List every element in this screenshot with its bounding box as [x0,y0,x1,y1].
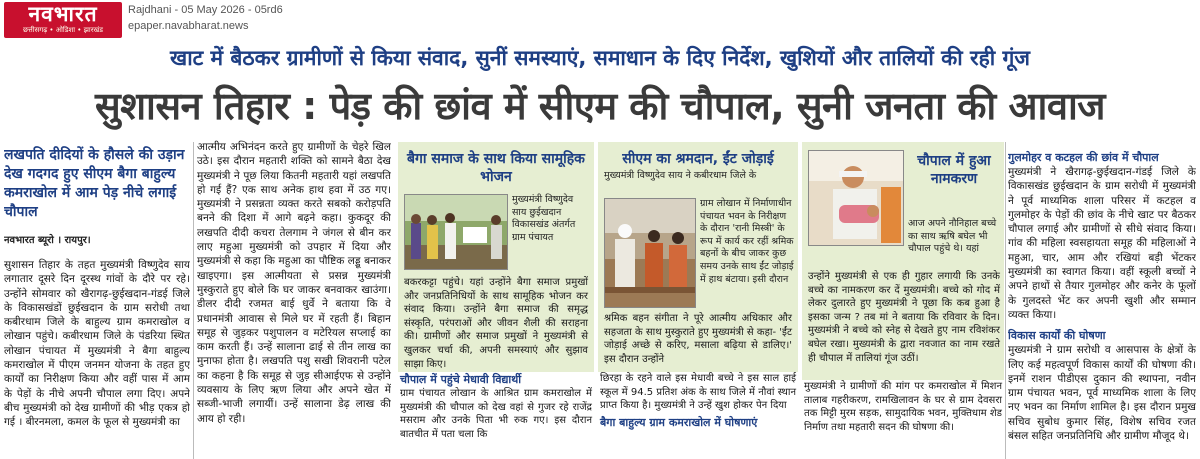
box-title: सीएम का श्रमदान, ईंट जोड़ाई [622,151,774,167]
box-title: बैगा समाज के साथ किया सामूहिक भोजन [407,151,585,185]
photo-caption: आज अपने नौनिहाल बच्चे का साथ ऋषि बघेल भी चौपाल पहुंचे थे। यहां [908,218,997,255]
box-body: श्रमिक बहन संगीता ने पूरे आत्मीय अधिकार और सहजता के साथ मुस्कुराते हुए मुख्यमंत्री से कहा- 'ईंट जोड़ाई अच्छे से करिए, मसाला बढ़िया से डालिए।' इस दौरान उन्होंने [604,313,792,365]
section-body-gulmohar: मुख्यमंत्री ने खैरागढ़-छुईखदान-गंडई जिले के विकासखंड छुईखदान के ग्राम सरोधी में मुख्यमंत्री ने पूर्व माध्यमिक शाला परिसर में कटहल व गुलमोहर के पेड़ों की छांव के नीचे खाट पर बैठकर चौपाल लगाई और ग्रामीणों से सीधे संवाद किया। गांव की महिला स्वसहायता समूह की महिलाओं ने महुआ, चार, आम और रखियां बड़ी भेंटकर मुख्यमंत्री का स्वागत किया। वहीं स्कूली बच्चों ने अपने हाथों से तैयार गुलमोहर और कनेर के फूलों के गुलदस्ते भेंट कर अपनी खुशी और सम्मान व्यक्त किया। [1008,166,1196,321]
lead-story-column [4,140,190,459]
box-body: उन्होंने मुख्यमंत्री से एक ही गुहार लगायी कि उनके बच्चे का नामकरण कर दें मुख्यमंत्री। बच्चे को गोद में लेकर दुलारते हुए मुख्यमंत्री ने पूछा कि कब हुआ है इसका जन्म ? तब मां ने बताया कि रविवार के दिन। मुख्यमंत्री ने बच्चे को स्नेह से देखते हुए नाम रविशंकर बघेल रखा। मुख्यमंत्री के द्वारा नवजात का नाम रखते ही चौपाल में तालियां गूंज उठीं। [808,271,1000,364]
section-subhead-announcements: विकास कार्यों की घोषणा [1008,329,1106,343]
photo-cm-holding-baby [808,150,904,246]
strip-body: मुख्यमंत्री ने ग्रामीणों की मांग पर कमराखोल में मिशन तालाब गहरीकरण, रामखिलावन के घर से ग्राम देवसरा तक मिट्टी मुरम सड़क, सामुदायिक भवन, मुक्तिधाम शेड निर्माण तथा महतारी सदन की घोषणा की। [804,381,1002,433]
section-subhead-gulmohar: गुलमोहर व कटहल की छांव में चौपाल [1008,151,1159,164]
bottom-strip-announcements [802,380,1004,459]
box-intro: मुख्यमंत्री विष्णुदेव साय ने कबीरधाम जिले के [604,170,757,181]
box-body: बकरकट्टा पहुंचे। यहां उन्होंने बैगा समाज प्रमुखों और जनप्रतिनिधियों के साथ सामूहिक भोजन कर संवाद किया। उन्होंने बैगा समाज की समृद्ध संस्कृति, परंपराओं और जीवन शैली की सराहना की। ग्रामीणों और समाज प्रमुखों ने मुख्यमंत्री से खुलकर चर्चा की, अपनी समस्याएं और सुझाव साझा किए। [404,277,588,370]
lead-story-subhead: लखपति दीदियों के हौसले की उड़ान देख गदगद हुए सीएम बैगा बाहुल्य कमराखोल में आम पेड़ नीचे लगाई चौपाल [4,147,185,220]
bottom-strip-continuation [598,372,798,459]
logo-text: नवभारत [28,2,98,26]
photo-caption: ग्राम लोखान में निर्माणाधीन पंचायत भवन के निरीक्षण के दौरान 'रानी मिस्त्री' के रूप में कार्य कर रहीं श्रमिक बहनों के बीच जाकर कुछ समय उनके साथ ईंट जोड़ाई में हाथ बंटाया। इसी दौरान [700,198,794,285]
byline: नवभारत ब्यूरो । रायपुर। [4,235,91,246]
strip-headline: चौपाल में पहुंचे मेधावी विद्यार्थी [400,373,522,386]
newspaper-logo[interactable] [4,2,122,38]
column-divider [1005,142,1006,459]
box-title: चौपाल में हुआ नामकरण [917,153,991,187]
main-headline: सुशासन तिहार : पेड़ की छांव में सीएम की चौपाल, सुनी जनता की आवाज [95,84,1105,128]
strip-headline: बैगा बाहुल्य ग्राम कमराखोल में घोषणाएं [600,415,758,429]
logo-tagline: छत्तीसगढ़ • ओडिशा • झारखंड [22,26,104,34]
story-continuation-column [197,140,391,459]
story-sarodhi-column [1008,140,1196,459]
story-continuation-body: आत्मीय अभिनंदन करते हुए ग्रामीणों के चेहरे खिल उठे। इस दौरान महतारी शक्ति को सामने बैठा देख मुख्यमंत्री ने पूछ लिया कितनी महतारी यहां लखपति हो गई हैं? एक साथ अनेक हाथ हवा में उठ गए। मुख्यमंत्री ने प्रसन्नता व्यक्त करते सबको करोड़पति बनने की दिशा में आगे बढ़ने कहा। कुकदूर की लखपति दीदी कचरा तेलगाम ने जंगल से बीन कर लाए महुआ मुख्यमंत्री को उपहार में दिया और मुख्यमंत्री से कहा कि महुआ का पौष्टिक लड्डू बनाकर खाइएगा। इस आत्मीयता से प्रसन्न मुख्यमंत्री मुस्कुराते हुए बोले कि घर जाकर बनवाकर खाउंगा। डीलर दीदी रजमत बाई धुर्वे ने बताया कि वे प्रधानमंत्री आवास से मिले घर में रहती हैं। बिहान समूह से जुड़कर पशुपालन व मटेरियल सप्लाई का काम करती हैं। उन्हें सालाना ढाई से तीन लाख का मुनाफा होता है। लखपति पशु सखी शिवरानी पटेल का कहना है कि समूह से जुड़ सीआईएफ से उन्होंने व्यवसाय के लिए ऋण लिया और अपने खेत में सब्जी-भाजी लगायीं। उन्हें सालाना डेढ़ लाख की आय हो रही। [197,141,391,425]
epaper-url[interactable]: epaper.navabharat.news [128,20,249,32]
section-body-announcements: मुख्यमंत्री ने ग्राम सरोधी व आसपास के क्षेत्रों के लिए कई महत्वपूर्ण विकास कार्यों की घोषणा की। इनमें राशन पीडीएस दुकान की स्थापना, नवीन ग्राम पंचायत भवन, पूर्व माध्यमिक शाला के लिए नए भवन का निर्माण शामिल है। इस दौरान प्रमुख सचिव सुबोध कुमार सिंह, विशेष सचिव रजत बंसल सहित जनप्रतिनिधि और ग्रामीण मौजूद थे। [1008,344,1196,443]
bottom-strip-students [398,372,594,459]
kicker-headline: खाट में बैठकर ग्रामीणों से किया संवाद, सुनीं समस्याएं, समाधान के दिए निर्देश, खुशियों और तालियों की रही गूंज [170,46,1030,70]
strip-body: ग्राम पंचायत लोखान के आश्रित ग्राम कमराखोल में मुख्यमंत्री की चौपाल को देख वहां से गुजर रहे राजेंद्र मसराम और उनके पिता भी रुक गए। इस दौरान बातचीत में पता चला कि [400,388,592,440]
photo-cm-with-baiga-community [404,194,508,270]
edition-info: Rajdhani - 05 May 2026 - 05rd6 [128,4,283,16]
strip-body: छिरहा के रहने वाले इस मेधावी बच्चे ने इस साल हाई स्कूल में 94.5 प्रतिश अंक के साथ जिले में नौवां स्थान प्राप्त किया है। मुख्यमंत्री ने उन्हें खुश होकर पेन दिया [600,373,796,412]
column-divider [193,142,194,459]
masthead [0,0,1200,40]
photo-cm-bricklaying [604,198,696,308]
photo-caption: मुख्यमंत्री विष्णुदेव साय छुईखदान विकासखंड अंतर्गत ग्राम पंचायत [512,194,576,243]
lead-story-body: सुशासन तिहार के तहत मुख्यमंत्री विष्णुदेव साय लगातार दूसरे दिन दूरस्थ गांवों के दौरे पर रहे। उन्होंने सोमवार को खैरागढ़-छुईखदान-गंडई जिले के विकासखंडों छुईखदान के ग्राम सरोधी तथा कबीरधाम जिले के बाहुल्य ग्राम कमराखोल व लोखान पहुंचे। कबीरधाम जिले के पंडरिया स्थित लोखान पंचायत में मुख्यमंत्री ने बैगा बाहुल्य कमराखोल में पीएम जनमन योजना के तहत हुए कार्यों का निरीक्षण किया और वहीं पास में आम के पेड़ों के नीचे अपनी चौपाल लगा दिए। अपने बीच मुख्यमंत्री को देख ग्रामीणों की भीड़ एकत्र हो गई । बीरनमला, कमल के फूल से मुख्यमंत्री का [4,259,190,429]
